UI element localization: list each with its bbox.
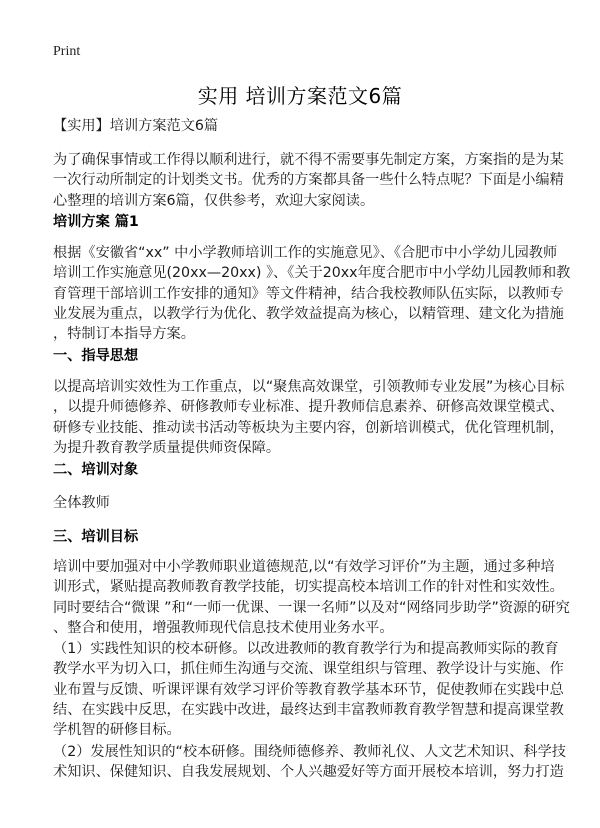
paragraph-line: 学机智的研修目标。 xyxy=(53,722,181,739)
paragraph-line: ，以提升师德修养、研修教师专业标准、提升教师信息素养、研修高效课堂模式、 xyxy=(53,399,564,416)
paragraph-line: 业发展为重点，以教学行为优化、教学效益提高为核心，以精管理、建文化为措施 xyxy=(53,305,564,322)
part2-heading-text: 二、培训对象 xyxy=(53,462,139,478)
paragraph-line: （2）发展性知识的“校本研修。围绕师德修养、教师礼仪、人文艺术知识、科学技 xyxy=(53,744,566,760)
paragraph-line: ，特制订本指导方案。 xyxy=(53,326,195,343)
part3-paragraph xyxy=(53,557,573,638)
part3-heading xyxy=(53,527,573,547)
part2-heading xyxy=(53,460,573,480)
paragraph-line: 培训中要加强对中小学教师职业道德规范,以“有效学习评价”为主题，通过多种培 xyxy=(53,559,555,575)
paragraph-line: 培训工作实施意见(20xx—20xx) 》、《关于20xx年度合肥市中小学幼儿园教师和教 xyxy=(53,265,571,282)
intro-paragraph xyxy=(53,150,573,211)
part1-heading-text: 一、指导思想 xyxy=(53,348,139,364)
paragraph-line: 育管理干部培训工作安排的通知》等文件精神，结合我校教师队伍实际，以教师专 xyxy=(53,285,564,302)
paragraph-line: 结、在实践中反思，在实践中改进，最终达到丰富教师教育教学智慧和提高课堂教 xyxy=(53,701,564,718)
document-subtitle xyxy=(53,116,573,136)
paragraph-line: 为了确保事情或工作得以顺利进行，就不得不需要事先制定方案，方案指的是为某 xyxy=(53,152,564,168)
subtitle-text: 【实用】培训方案范文6篇 xyxy=(53,118,219,134)
basis-paragraph xyxy=(53,243,573,344)
part2-paragraph xyxy=(53,493,573,513)
part3-item1 xyxy=(53,639,573,740)
paragraph-line: 为提升教育教学质量提供师资保障。 xyxy=(53,439,281,456)
paragraph-line: 根据《安徽省“xx” 中小学教师培训工作的实施意见》、《合肥市中小学幼儿园教师 xyxy=(53,245,558,261)
part3-item2 xyxy=(53,742,573,783)
part1-heading xyxy=(53,346,573,366)
paragraph-line: 术知识、保健知识、自我发展规划、个人兴趣爱好等方面开展校本培训，努力打造 xyxy=(53,764,564,781)
paragraph-line: 同时要结合“微课 ”和“一师一优课、一课一名师”以及对“网络同步助学”资源的研究 xyxy=(53,599,570,616)
part3-heading-text: 三、培训目标 xyxy=(53,529,139,545)
paragraph-line: 全体教师 xyxy=(53,495,110,511)
paragraph-line: 训形式，紧贴提高教师教育教学技能，切实提高校本培训工作的针对性和实效性。 xyxy=(53,579,564,596)
paragraph-line: （1）实践性知识的校本研修。以改进教师的教育教学行为和提高教师实际的教育 xyxy=(53,641,559,657)
paragraph-line: 研修专业技能、推动读书活动等板块为主要内容，创新培训模式，优化管理机制， xyxy=(53,419,564,436)
paragraph-line: 、整合和使用，增强教师现代信息技术使用业务水平。 xyxy=(53,619,394,636)
paragraph-line: 以提高培训实效性为工作重点，以“聚焦高效课堂，引领教师专业发展”为核心目标 xyxy=(53,379,565,395)
paragraph-line: 业布置与反馈、听课评课有效学习评价等教育教学基本环节，促使教师在实践中总 xyxy=(53,681,564,698)
section-heading xyxy=(53,212,573,232)
part1-paragraph xyxy=(53,377,573,458)
document-title: 实用 培训方案范文6篇 xyxy=(197,84,403,108)
print-label[interactable]: Print xyxy=(53,44,81,59)
section-heading-text: 培训方案 篇1 xyxy=(53,214,139,230)
paragraph-line: 教学水平为切入口，抓住师生沟通与交流、课堂组织与管理、教学设计与实施、作 xyxy=(53,661,564,678)
paragraph-line: 一次行动所制定的计划类文书。优秀的方案都具备一些什么特点呢？下面是小编精 xyxy=(53,172,564,189)
paragraph-line: 心整理的培训方案6篇，仅供参考，欢迎大家阅读。 xyxy=(53,192,375,209)
